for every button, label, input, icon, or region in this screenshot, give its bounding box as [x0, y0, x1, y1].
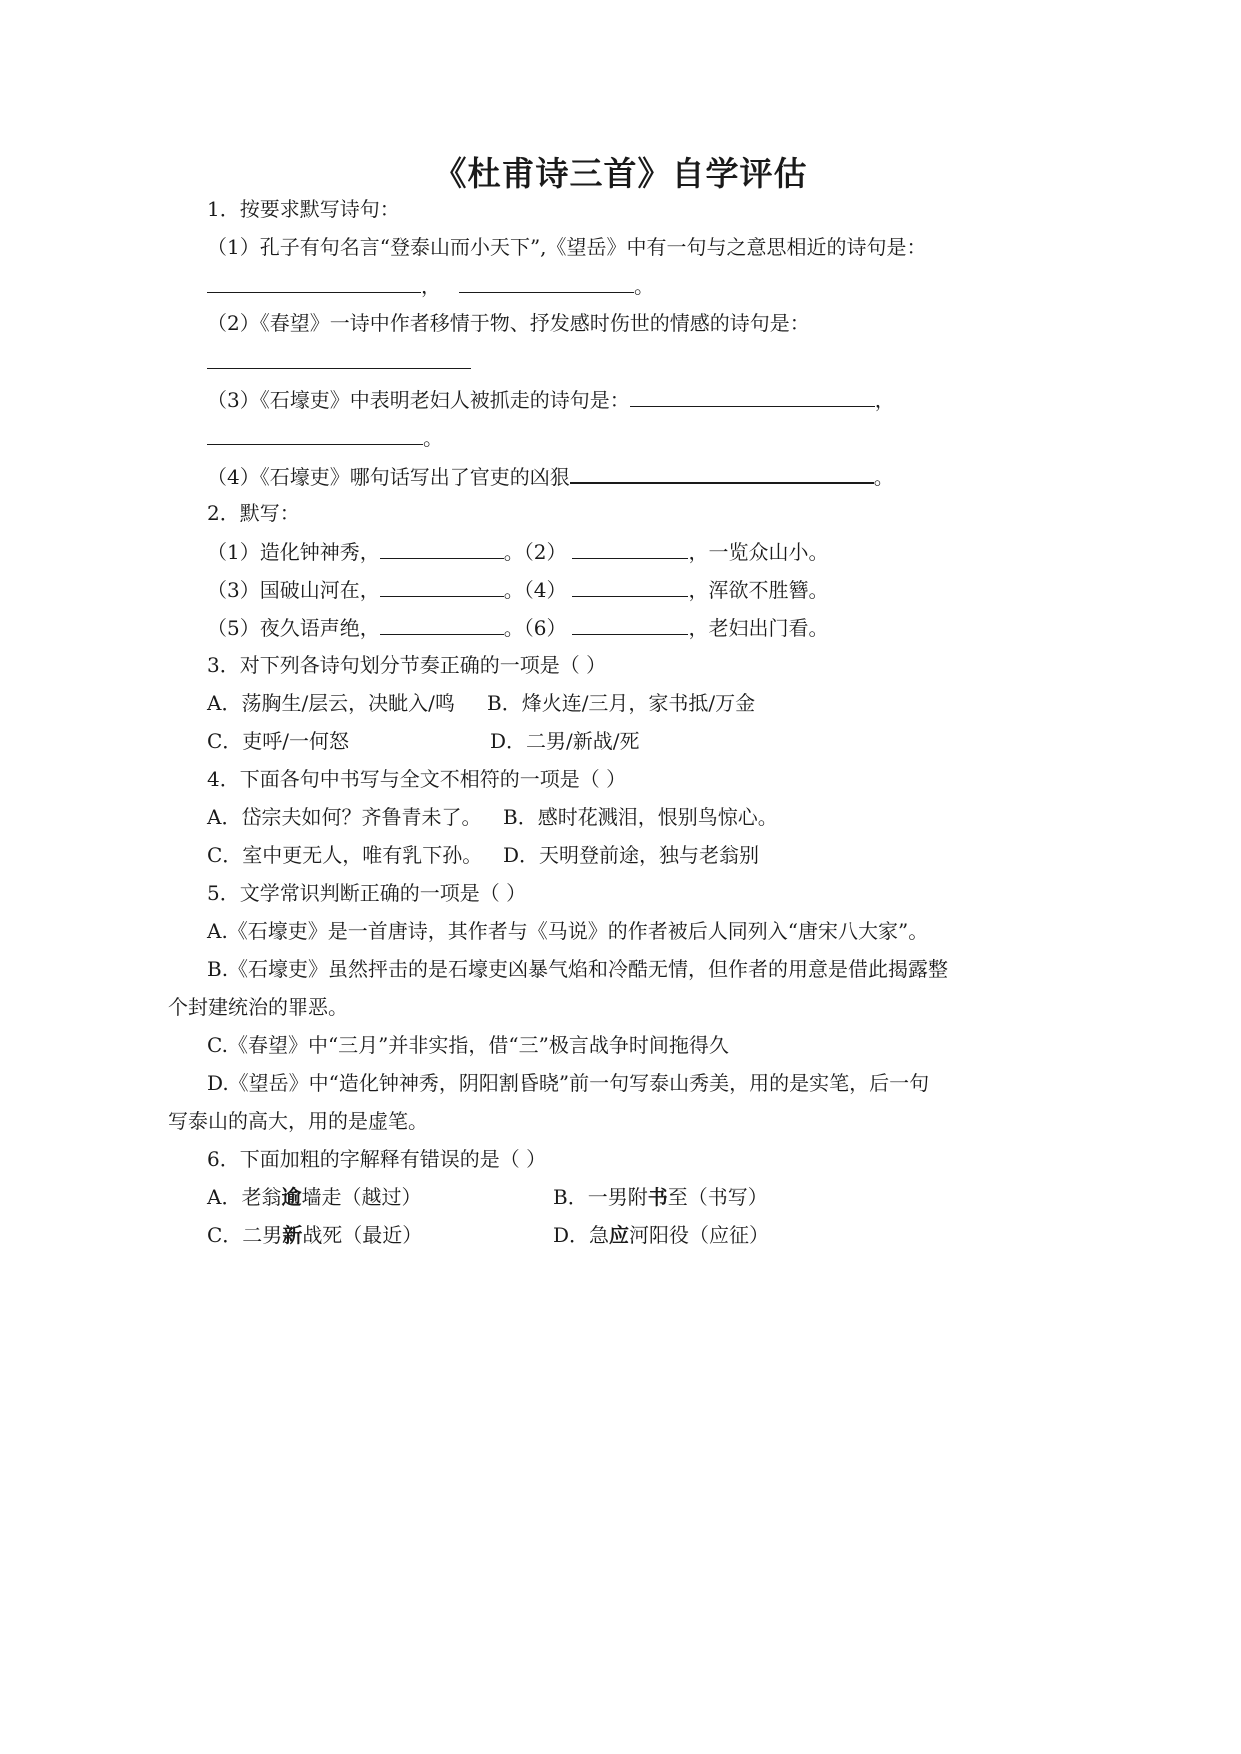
answer-blank[interactable]: [380, 538, 504, 559]
q1-part3-line: [207, 386, 895, 413]
option-text: 至（书写）: [667, 1185, 768, 1209]
option-text: C．二男: [207, 1223, 283, 1247]
option-text: D．急: [553, 1223, 610, 1247]
bold-character: 应: [609, 1223, 630, 1247]
q5-option-b-line2: 个封建统治的罪恶。: [168, 995, 348, 1019]
q6-stem: 6．下面加粗的字解释有错误的是（ ）: [207, 1147, 547, 1171]
q6-option-a: [207, 1184, 421, 1210]
q1-part3-prompt: （3）《石壕吏》中表明老妇人被抓走的诗句是：: [207, 388, 630, 412]
q3-option-d: D．二男/新战/死: [490, 729, 640, 753]
q5-option-d-line1: D.《望岳》中“造化钟神秀，阴阳割昏晓”前一句写泰山秀美，用的是实笔，后一句: [207, 1071, 930, 1095]
q2-stem: 2．默写：: [207, 501, 300, 525]
poem-line: （3）国破山河在，: [207, 578, 380, 602]
q2-row3: [207, 614, 828, 641]
option-text: 墙走（越过）: [301, 1185, 422, 1209]
q1-part2-prompt: （2）《春望》一诗中作者移情于物、抒发感时伤世的情感的诗句是：: [207, 311, 810, 335]
q1-part1-prompt: （1）孔子有句名言“登泰山而小天下”,《望岳》中有一句与之意思相近的诗句是：: [207, 235, 927, 259]
poem-line: （5）夜久语声绝，: [207, 616, 380, 640]
answer-blank[interactable]: [459, 272, 634, 293]
comma: ，: [421, 274, 441, 298]
q3-option-b: B．烽火连/三月，家书抵/万金: [487, 691, 756, 715]
period: 。: [873, 465, 894, 489]
answer-blank[interactable]: [380, 614, 504, 635]
item-number: 。（6）: [503, 616, 567, 640]
q4-option-d: D．天明登前途，独与老翁别: [503, 843, 760, 867]
poem-line: ，一览众山小。: [688, 540, 829, 564]
bold-character: 逾: [281, 1185, 302, 1209]
q1-part4-prompt: （4）《石壕吏》哪句话写出了官吏的凶狠: [207, 465, 570, 489]
page-title: 《杜甫诗三首》自学评估: [433, 154, 808, 193]
q4-option-a: A．岱宗夫如何？齐鲁青未了。: [207, 805, 482, 829]
option-text: 河阳役（应征）: [629, 1223, 770, 1247]
q2-row2: [207, 576, 828, 603]
poem-line: （1）造化钟神秀，: [207, 540, 380, 564]
option-text: B．一男附: [553, 1185, 648, 1209]
period: 。: [423, 426, 443, 450]
q1-part3-answer-line: [207, 424, 443, 451]
q6-option-d: [553, 1222, 769, 1248]
answer-blank[interactable]: [207, 424, 423, 445]
poem-line: ，老妇出门看。: [688, 616, 829, 640]
item-number: 。（4）: [503, 578, 567, 602]
q4-stem: 4．下面各句中书写与全文不相符的一项是（ ）: [207, 767, 627, 791]
q3-option-c: C．吏呼/一何怒: [207, 729, 350, 753]
q5-option-d-line2: 写泰山的高大，用的是虚笔。: [168, 1109, 428, 1133]
q1-part2-answer-line: [207, 348, 471, 375]
bold-character: 新: [282, 1223, 303, 1247]
answer-blank[interactable]: [572, 614, 688, 635]
q1-part1-answer-line: [207, 272, 654, 299]
q2-row1: [207, 538, 828, 565]
period: 。: [634, 274, 654, 298]
q5-stem: 5．文学常识判断正确的一项是（ ）: [207, 881, 527, 905]
answer-blank[interactable]: [380, 576, 504, 597]
q4-option-c: C．室中更无人，唯有乳下孙。: [207, 843, 483, 867]
item-number: 。（2）: [503, 540, 567, 564]
answer-blank[interactable]: [572, 576, 688, 597]
q1-part4-line: [207, 462, 894, 490]
answer-blank[interactable]: [207, 348, 471, 369]
q5-option-c: C.《春望》中“三月”并非实指，借“三”极言战争时间拖得久: [207, 1033, 729, 1057]
q6-option-c: [207, 1222, 422, 1248]
answer-blank[interactable]: [207, 272, 421, 293]
answer-blank[interactable]: [630, 386, 875, 407]
answer-blank[interactable]: [570, 462, 874, 484]
option-text: A．老翁: [207, 1185, 282, 1209]
q1-stem: 1．按要求默写诗句：: [207, 197, 400, 221]
q5-option-b-line1: B.《石壕吏》虽然抨击的是石壕吏凶暴气焰和冷酷无情，但作者的用意是借此揭露整: [207, 957, 949, 981]
q3-option-a: A．荡胸生/层云，决眦入/鸣: [207, 691, 455, 715]
comma: ，: [874, 388, 895, 412]
bold-character: 书: [647, 1185, 668, 1209]
option-text: 战死（最近）: [302, 1223, 423, 1247]
poem-line: ，浑欲不胜簪。: [688, 578, 829, 602]
q6-option-b: [553, 1184, 768, 1210]
q3-stem: 3．对下列各诗句划分节奏正确的一项是（ ）: [207, 653, 607, 677]
q4-option-b: B．感时花溅泪，恨别鸟惊心。: [503, 805, 778, 829]
q5-option-a: A.《石壕吏》是一首唐诗，其作者与《马说》的作者被后人同列入“唐宋八大家”。: [207, 919, 929, 943]
answer-blank[interactable]: [572, 538, 688, 559]
